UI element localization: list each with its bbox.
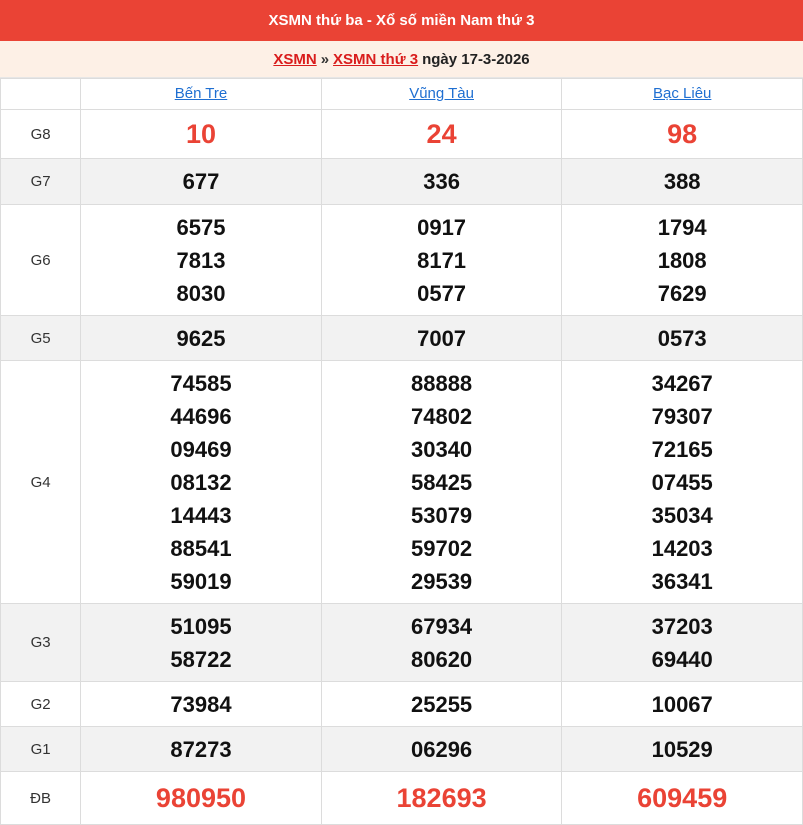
- prize-number: 36341: [651, 568, 713, 594]
- province-link-vung-tau[interactable]: Vũng Tàu: [409, 85, 474, 102]
- prize-label: G3: [1, 604, 81, 682]
- prize-number: 98: [667, 118, 698, 149]
- prize-number: 34267: [651, 370, 713, 396]
- prize-number: 53079: [410, 502, 473, 528]
- page-title: XSMN thứ ba - Xổ số miền Nam thứ 3: [0, 0, 803, 41]
- prize-number: 29539: [410, 568, 473, 594]
- prize-number: 88541: [170, 535, 232, 561]
- prize-number: 14443: [170, 502, 232, 528]
- prize-number: 51095: [170, 613, 232, 639]
- prize-number: 37203: [651, 613, 713, 639]
- prize-cell: [321, 682, 562, 727]
- prize-number: 87273: [170, 736, 232, 762]
- prize-label: G7: [1, 159, 81, 205]
- prize-number: 980950: [155, 782, 247, 813]
- prize-cell: [81, 727, 322, 772]
- prize-cell: [321, 316, 562, 361]
- draw-date: ngày 17-3-2026: [422, 50, 530, 68]
- prize-row-g1: [1, 727, 803, 772]
- prize-number: 07455: [651, 469, 713, 495]
- breadcrumb-separator: »: [320, 50, 330, 68]
- prize-cell: [81, 316, 322, 361]
- prize-cell: [321, 361, 562, 604]
- prize-label: ĐB: [1, 772, 81, 825]
- prize-number: 58425: [410, 469, 473, 495]
- prize-row-g6: [1, 205, 803, 316]
- prize-row-đb: [1, 772, 803, 825]
- province-link-ben-tre[interactable]: Bến Tre: [174, 85, 228, 102]
- prize-number: 67934: [410, 613, 473, 639]
- prize-number: 7007: [417, 325, 467, 351]
- prize-cell: [562, 110, 803, 159]
- province-header-row: [1, 79, 803, 110]
- prize-number: 30340: [410, 436, 473, 462]
- prize-number: 8171: [417, 247, 467, 273]
- prize-row-g4: [1, 361, 803, 604]
- prize-number: 73984: [170, 691, 232, 717]
- prize-number: 8030: [176, 280, 226, 306]
- prize-number: 80620: [410, 646, 473, 672]
- prize-number: 10: [185, 118, 216, 149]
- prize-number: 59019: [170, 568, 232, 594]
- prize-cell: [562, 361, 803, 604]
- prize-number: 79307: [651, 403, 713, 429]
- prize-label: G1: [1, 727, 81, 772]
- results-table: [0, 78, 803, 825]
- prize-label: G2: [1, 682, 81, 727]
- prize-number: 677: [182, 169, 220, 194]
- prize-number: 336: [423, 169, 460, 194]
- prize-row-g8: [1, 110, 803, 159]
- prize-cell: [321, 159, 562, 205]
- prize-number: 0577: [417, 280, 467, 306]
- prize-number: 6575: [176, 214, 226, 240]
- prize-number: 35034: [651, 502, 713, 528]
- breadcrumb-link-xsmn[interactable]: XSMN: [273, 50, 317, 68]
- prize-number: 10529: [651, 736, 713, 762]
- prize-number: 25255: [410, 691, 473, 717]
- prize-number: 0573: [657, 325, 707, 351]
- province-cell: [321, 79, 562, 110]
- prize-row-g5: [1, 316, 803, 361]
- province-link-bac-lieu[interactable]: Bạc Liêu: [653, 85, 712, 102]
- prize-number: 7629: [657, 280, 707, 306]
- prize-number: 609459: [637, 782, 728, 813]
- prize-number: 1808: [657, 247, 707, 273]
- corner-cell: [1, 79, 81, 110]
- prize-number: 7813: [176, 247, 226, 273]
- prize-number: 59702: [410, 535, 473, 561]
- prize-cell: [562, 772, 803, 825]
- breadcrumb-link-xsmn-thu-3[interactable]: XSMN thứ 3: [333, 50, 419, 68]
- prize-cell: [562, 682, 803, 727]
- province-cell: [81, 79, 322, 110]
- prize-row-g3: [1, 604, 803, 682]
- prize-number: 69440: [651, 646, 713, 672]
- prize-number: 09469: [170, 436, 232, 462]
- prize-number: 58722: [170, 646, 232, 672]
- prize-cell: [81, 110, 322, 159]
- prize-rows: [1, 110, 803, 825]
- prize-number: 06296: [410, 736, 473, 762]
- prize-cell: [81, 361, 322, 604]
- prize-cell: [321, 110, 562, 159]
- prize-row-g2: [1, 682, 803, 727]
- prize-cell: [562, 316, 803, 361]
- prize-number: 182693: [396, 782, 487, 813]
- prize-number: 9625: [176, 325, 226, 351]
- prize-cell: [81, 205, 322, 316]
- prize-cell: [81, 772, 322, 825]
- prize-cell: [321, 727, 562, 772]
- prize-number: 44696: [170, 403, 232, 429]
- prize-number: 72165: [651, 436, 713, 462]
- prize-number: 24: [426, 118, 457, 149]
- prize-number: 08132: [170, 469, 232, 495]
- prize-cell: [81, 682, 322, 727]
- prize-number: 0917: [417, 214, 467, 240]
- prize-cell: [321, 772, 562, 825]
- breadcrumb: [0, 41, 803, 78]
- prize-cell: [562, 604, 803, 682]
- prize-cell: [321, 205, 562, 316]
- prize-number: 74585: [170, 370, 232, 396]
- prize-number: 1794: [657, 214, 707, 240]
- prize-number: 88888: [410, 370, 473, 396]
- prize-cell: [81, 159, 322, 205]
- prize-number: 388: [663, 169, 701, 194]
- prize-cell: [321, 604, 562, 682]
- prize-cell: [81, 604, 322, 682]
- prize-label: G6: [1, 205, 81, 316]
- province-cell: [562, 79, 803, 110]
- prize-row-g7: [1, 159, 803, 205]
- prize-label: G5: [1, 316, 81, 361]
- prize-number: 74802: [410, 403, 473, 429]
- prize-number: 14203: [651, 535, 713, 561]
- prize-label: G4: [1, 361, 81, 604]
- prize-cell: [562, 205, 803, 316]
- prize-cell: [562, 159, 803, 205]
- prize-number: 10067: [651, 691, 713, 717]
- prize-cell: [562, 727, 803, 772]
- prize-label: G8: [1, 110, 81, 159]
